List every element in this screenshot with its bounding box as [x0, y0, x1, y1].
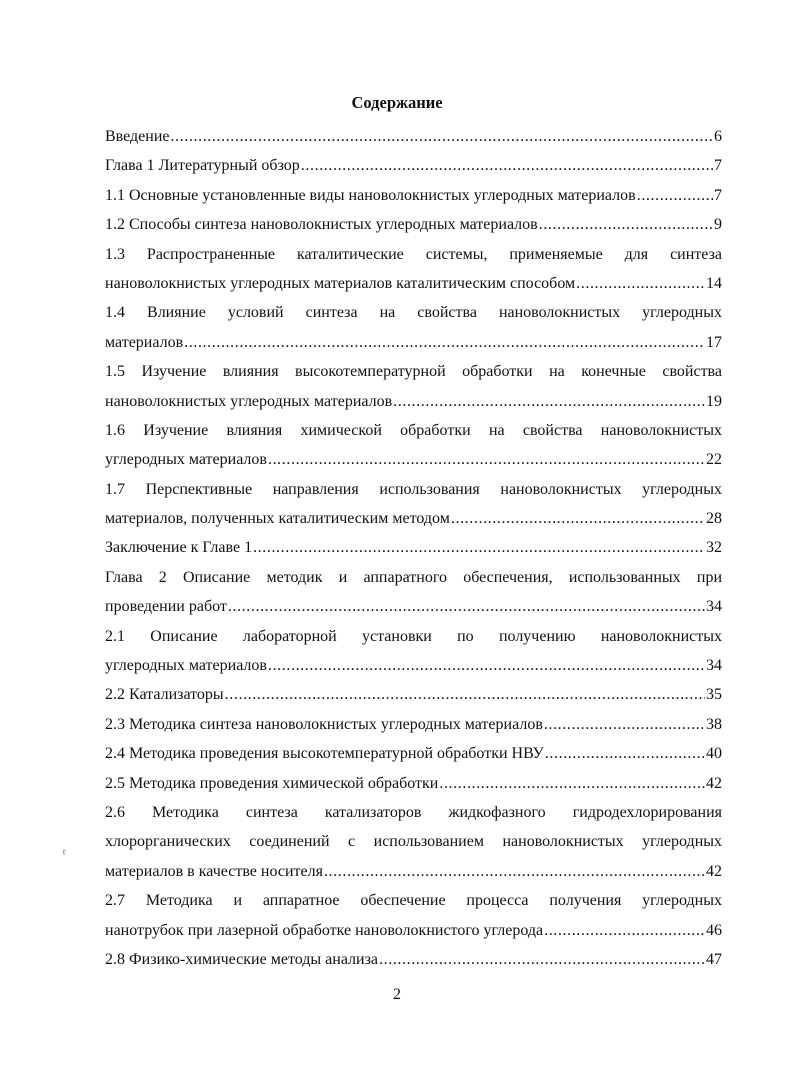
toc-entry-page: 40	[706, 745, 722, 763]
toc-entry	[105, 533, 722, 562]
toc-entry-page: 32	[706, 539, 722, 557]
toc-entry	[105, 739, 722, 768]
toc-entry	[105, 651, 722, 680]
dot-leader	[228, 592, 705, 621]
toc-entry	[105, 387, 722, 416]
toc-title: Содержание	[351, 93, 443, 112]
dot-leader	[544, 710, 705, 739]
toc-entry	[105, 680, 722, 709]
toc-entry-page: 42	[706, 774, 722, 792]
toc-entry-page: 7	[714, 186, 722, 204]
toc-entry-page: 34	[706, 598, 722, 616]
dot-leader	[576, 269, 705, 298]
dot-leader	[268, 651, 705, 680]
toc-entry-line: 1.4 Влияние условий синтеза на свойства нановолокнистых углеродных	[105, 304, 722, 322]
toc-entry-text: материалов, полученных каталитическим методом	[105, 510, 450, 528]
toc-entry-line: хлорорганических соединений с использованием нановолокнистых углеродных	[105, 833, 722, 851]
toc-entry-text: 2.4 Методика проведения высокотемпературной обработки НВУ	[105, 745, 544, 763]
toc-entry-page: 46	[706, 921, 722, 939]
dot-leader	[225, 680, 705, 709]
table-of-contents	[105, 122, 722, 974]
toc-entry	[105, 504, 722, 533]
scan-mark: ℓ	[62, 847, 67, 857]
toc-entry-text: материалов	[105, 333, 184, 351]
toc-entry-line: 2.6 Методика синтеза катализаторов жидкофазного гидродехлорирования	[105, 803, 722, 821]
toc-entry-page: 38	[706, 715, 722, 733]
toc-entry	[105, 445, 722, 474]
toc-entry	[105, 592, 722, 621]
toc-entry-page: 42	[706, 862, 722, 880]
toc-entry-line: 1.6 Изучение влияния химической обработки на свойства нановолокнистых	[105, 421, 722, 439]
toc-entry	[105, 328, 722, 357]
toc-entry-line: 2.1 Описание лабораторной установки по получению нановолокнистых	[105, 627, 722, 645]
toc-entry-line: 2.7 Методика и аппаратное обеспечение процесса получения углеродных	[105, 892, 722, 910]
toc-entry-page: 9	[714, 216, 722, 234]
toc-entry-text: нановолокнистых углеродных материалов	[105, 392, 393, 410]
toc-entry	[105, 769, 722, 798]
toc-entry-line: 1.7 Перспективные направления использования нановолокнистых углеродных	[105, 480, 722, 498]
toc-entry-text: углеродных материалов	[105, 451, 267, 469]
toc-entry-text: 1.2 Способы синтеза нановолокнистых углеродных материалов	[105, 216, 538, 234]
toc-entry-text: 2.8 Физико-химические методы анализа	[105, 950, 379, 968]
toc-entry-page: 14	[706, 274, 722, 292]
toc-entry	[105, 857, 722, 886]
toc-entry	[105, 151, 722, 180]
dot-leader	[451, 504, 705, 533]
toc-entry-text: 2.5 Методика проведения химической обработки	[105, 774, 439, 792]
toc-entry-line: 1.5 Изучение влияния высокотемпературной обработки на конечные свойства	[105, 363, 722, 381]
toc-entry-text: нановолокнистых углеродных материалов каталитическим способом	[105, 274, 576, 292]
dot-leader	[324, 857, 705, 886]
toc-entry-page: 34	[706, 657, 722, 675]
toc-entry-page: 35	[706, 686, 722, 704]
toc-entry	[105, 916, 722, 945]
toc-entry-page: 7	[714, 157, 722, 175]
toc-entry-page: 22	[706, 451, 722, 469]
dot-leader	[171, 122, 714, 151]
toc-entry-text: 1.1 Основные установленные виды нановолокнистых углеродных материалов	[105, 186, 636, 204]
dot-leader	[637, 181, 713, 210]
toc-entry-text: нанотрубок при лазерной обработке нановолокнистого углерода	[105, 921, 544, 939]
toc-entry	[105, 181, 722, 210]
toc-entry	[105, 210, 722, 239]
dot-leader	[184, 328, 705, 357]
toc-entry-text: 2.3 Методика синтеза нановолокнистых углеродных материалов	[105, 715, 543, 733]
toc-entry-page: 28	[706, 510, 722, 528]
dot-leader	[544, 916, 705, 945]
toc-entry-text: материалов в качестве носителя	[105, 862, 323, 880]
dot-leader	[545, 739, 705, 768]
toc-entry-text: проведении работ	[105, 598, 227, 616]
toc-entry-text: углеродных материалов	[105, 657, 267, 675]
dot-leader	[301, 151, 713, 180]
dot-leader	[393, 387, 705, 416]
dot-leader	[253, 533, 705, 562]
toc-entry	[105, 710, 722, 739]
toc-entry-text: Глава 1 Литературный обзор	[105, 157, 300, 175]
toc-entry-text: 2.2 Катализаторы	[105, 686, 224, 704]
page-number: 2	[393, 986, 401, 1003]
toc-entry-page: 47	[706, 950, 722, 968]
dot-leader	[268, 445, 705, 474]
toc-entry-page: 17	[706, 333, 722, 351]
dot-leader	[539, 210, 713, 239]
toc-entry-page: 19	[706, 392, 722, 410]
toc-entry-text: Заключение к Главе 1	[105, 539, 253, 557]
toc-entry-line: Глава 2 Описание методик и аппаратного обеспечения, использованных при	[105, 568, 722, 586]
dot-leader	[379, 945, 705, 974]
toc-entry	[105, 945, 722, 974]
toc-entry	[105, 122, 722, 151]
toc-entry-page: 6	[714, 128, 722, 145]
toc-entry-text: Введение	[105, 128, 170, 145]
toc-entry-line: 1.3 Распространенные каталитические системы, применяемые для синтеза	[105, 245, 722, 263]
toc-entry	[105, 269, 722, 298]
dot-leader	[439, 769, 705, 798]
